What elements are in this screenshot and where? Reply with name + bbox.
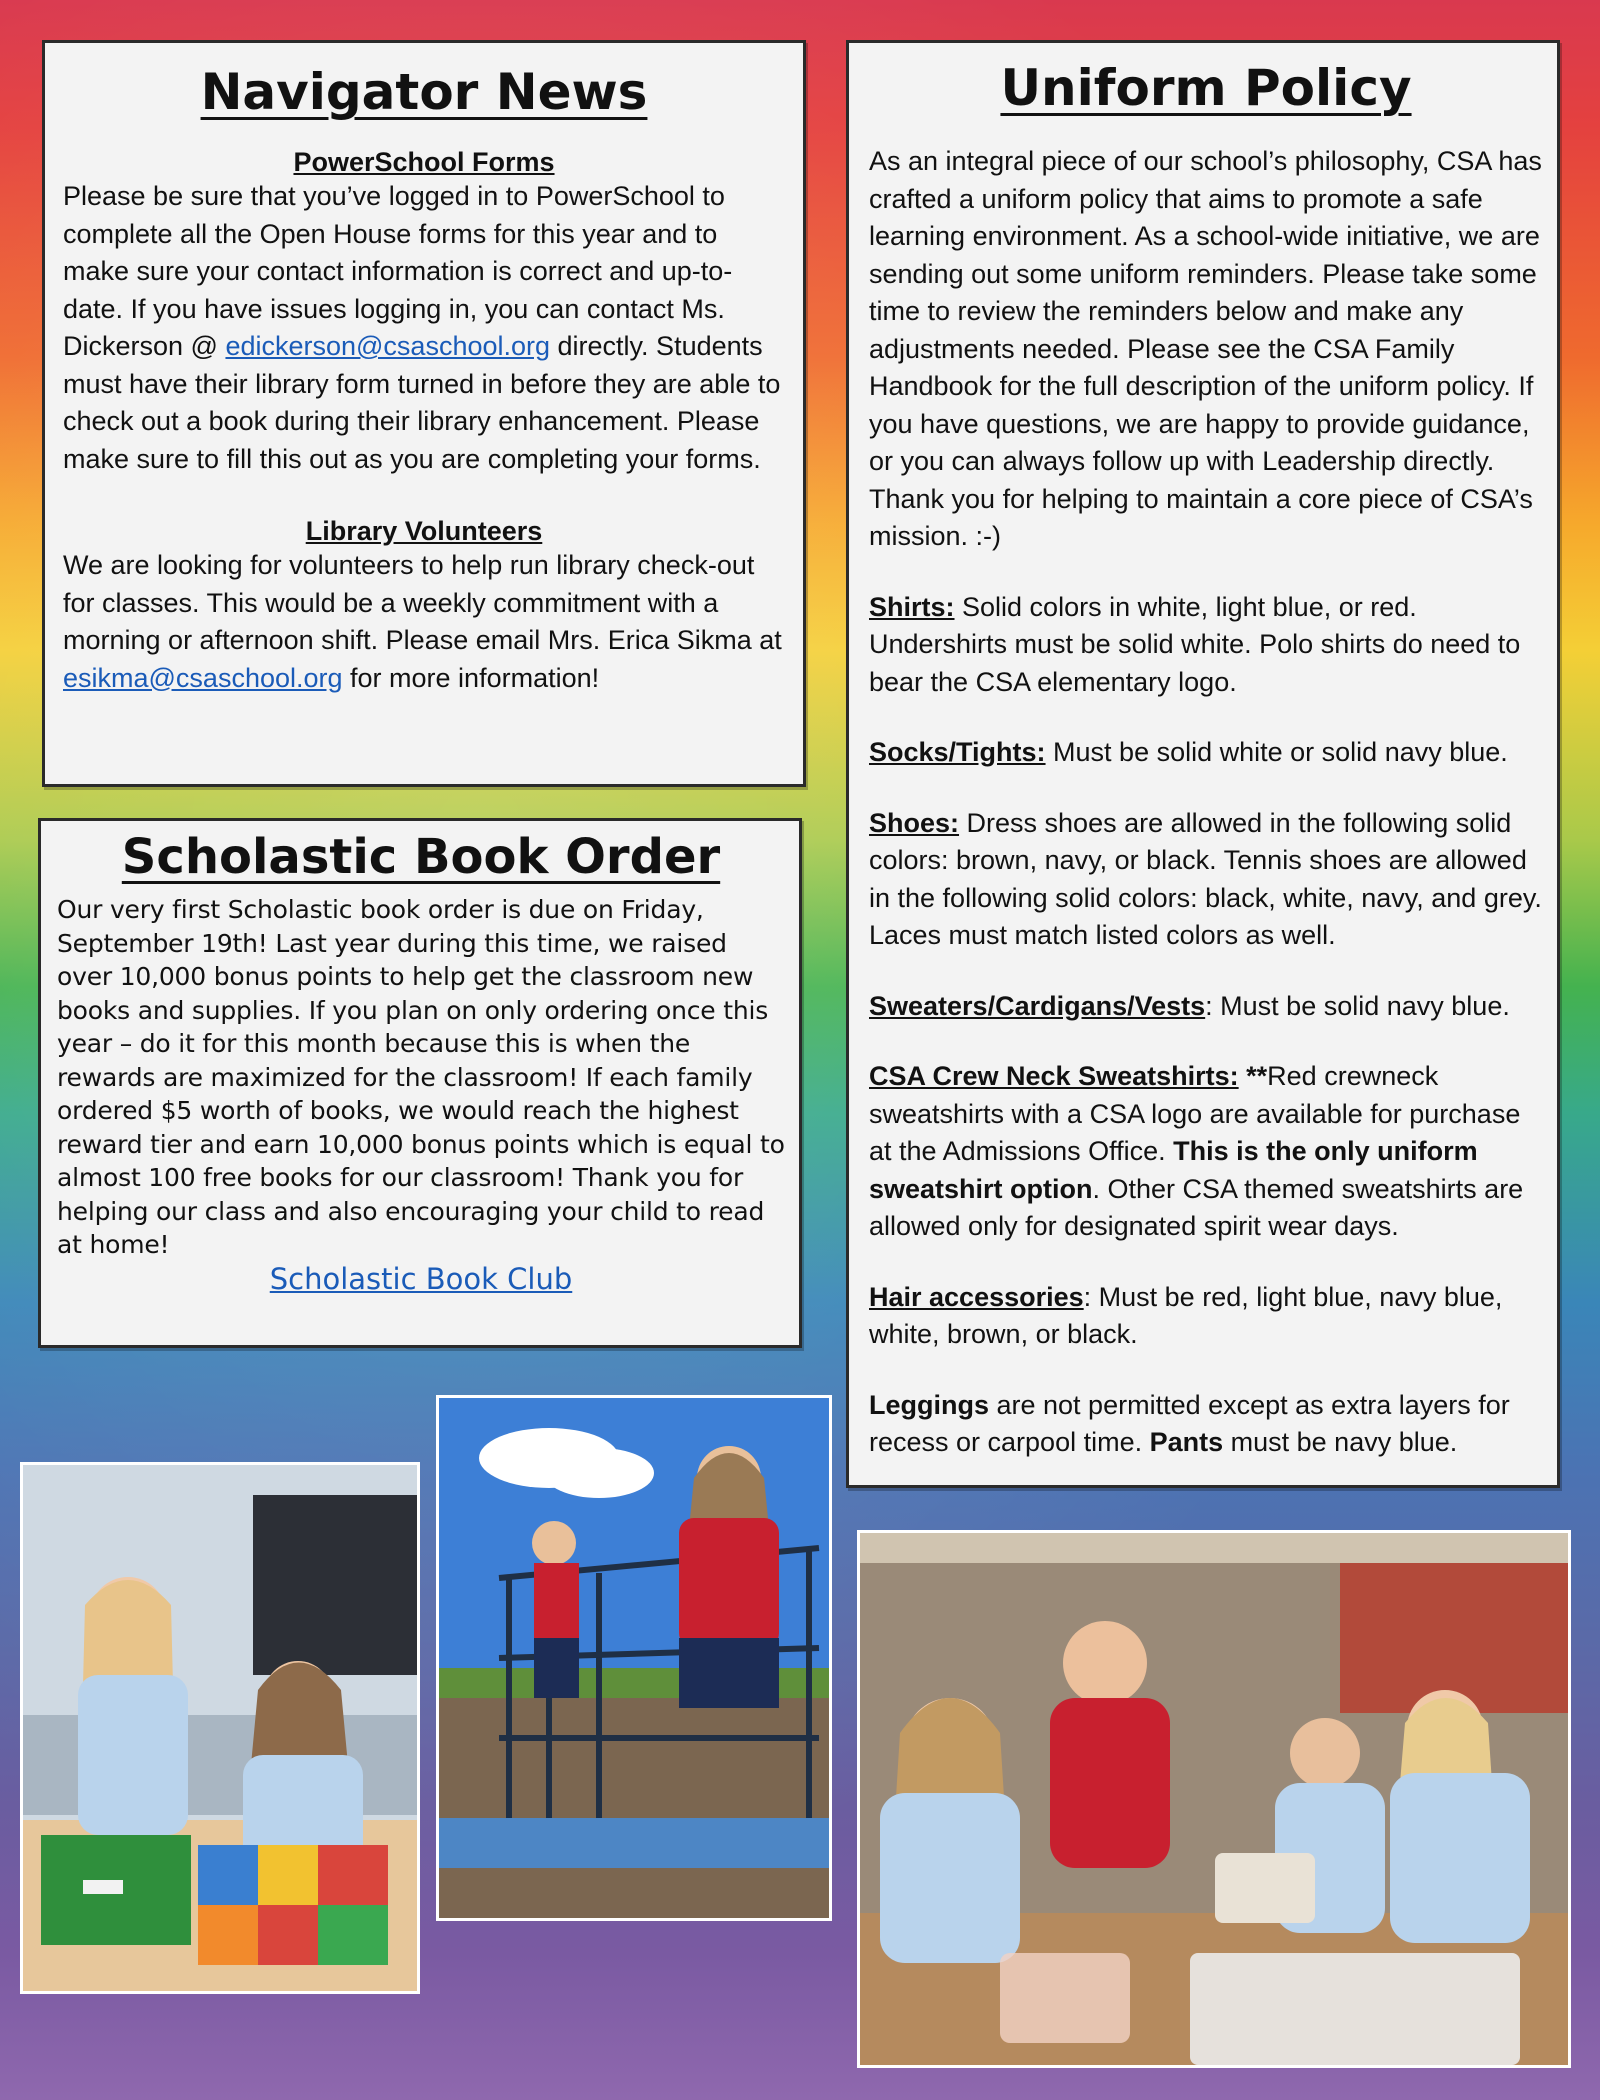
socks-label: Socks/Tights: xyxy=(869,737,1046,767)
crew-stars: ** xyxy=(1238,1061,1268,1091)
crew-bold: This is the only uniform sweatshirt option xyxy=(869,1136,1478,1204)
playground-image xyxy=(439,1398,829,1918)
sweaters-label: Sweaters/Cardigans/Vests xyxy=(869,990,1206,1021)
powerschool-forms-text xyxy=(63,178,785,478)
photo-bead-activity xyxy=(857,1530,1571,2068)
sweaters-rule xyxy=(869,988,1543,1026)
leggings-label: Leggings xyxy=(869,1389,989,1420)
shirts-label: Shirts: xyxy=(869,591,955,622)
crew-text-part2: . Other CSA themed sweatshirts are allowed only for designated spirit wear days. xyxy=(869,1173,1524,1241)
crew-neck-rule xyxy=(869,1058,1543,1246)
scholastic-text: Our very first Scholastic book order is due on Friday, September 19th! Last year during this time, we raised over 10,000 bonus points to help get the classroom new books and supplies. If you plan on only ordering once this year – do it for this month because this is when the rewards are maximized for the classroom! If each family ordered $5 worth of books, we would reach the highest reward tier and earn 10,000 bonus points which is equal to almost 100 free books for our classroom! Thank you for helping our class and also encouraging your child to read at home! xyxy=(57,895,785,1259)
photo-classroom-building xyxy=(20,1462,420,1994)
library-text-part2: for more information! xyxy=(342,662,600,693)
uniform-policy-panel xyxy=(846,40,1560,1488)
bead-activity-image xyxy=(860,1533,1568,2065)
dickerson-email-link[interactable]: edickerson@csaschool.org xyxy=(225,331,551,361)
scholastic-title: Scholastic Book Order xyxy=(121,829,721,885)
powerschool-forms-heading: PowerSchool Forms xyxy=(293,147,555,177)
leggings-text: are not permitted except as extra layers for recess or carpool time. xyxy=(869,1389,1510,1457)
forms-text-part2: directly. Students must have their library form turned in before they are able to check out a book during their library enhancement. Please make sure to fill this out as you are completing your forms. xyxy=(63,331,781,474)
library-volunteers-heading: Library Volunteers xyxy=(305,516,543,546)
crew-label: CSA Crew Neck Sweatshirts: xyxy=(869,1061,1239,1091)
pants-text: must be navy blue. xyxy=(1223,1427,1458,1457)
scholastic-panel xyxy=(38,818,802,1348)
shoes-text: Dress shoes are allowed in the following solid colors: brown, navy, or black. Tennis shoes are allowed in the following solid colors: black, white, navy, and grey. Laces must match listed colors as well. xyxy=(869,807,1542,950)
forms-text-part1: Please be sure that you’ve logged in to PowerSchool to complete all the Open House forms for this year and to make sure your contact information is correct and up-to-date. If you have issues logging in, you can contact Ms. Dickerson @ xyxy=(63,181,733,361)
leggings-rule xyxy=(869,1387,1543,1462)
shirts-rule xyxy=(869,589,1543,702)
uniform-policy-title: Uniform Policy xyxy=(1000,59,1412,117)
hair-rule xyxy=(869,1279,1543,1354)
library-text-part1: We are looking for volunteers to help run library check-out for classes. This would be a weekly commitment with a morning or afternoon shift. Please email Mrs. Erica Sikma at xyxy=(63,550,782,655)
navigator-news-panel xyxy=(42,40,806,787)
uniform-intro: As an integral piece of our school’s philosophy, CSA has crafted a uniform policy that aims to promote a safe learning environment. As a school-wide initiative, we are sending out some uniform reminders. Please take some time to review the reminders below and make any adjustments needed. Please see the CSA Family Handbook for the full description of the uniform policy. If you have questions, we are happy to provide guidance, or you can always follow up with Leadership directly. Thank you for helping to maintain a core piece of CSA’s mission. :-) xyxy=(869,146,1542,551)
socks-text: Must be solid white or solid navy blue. xyxy=(1045,737,1508,767)
classroom-building-image xyxy=(23,1465,417,1991)
socks-rule xyxy=(869,734,1543,772)
sweaters-text: : Must be solid navy blue. xyxy=(1205,990,1510,1021)
hair-label: Hair accessories xyxy=(869,1281,1084,1312)
shoes-rule xyxy=(869,805,1543,955)
pants-label: Pants xyxy=(1149,1427,1224,1457)
navigator-news-title: Navigator News xyxy=(200,63,648,121)
hair-text: : Must be red, light blue, navy blue, white, brown, or black. xyxy=(869,1281,1503,1349)
scholastic-book-club-link[interactable]: Scholastic Book Club xyxy=(269,1261,573,1296)
shirts-text: Solid colors in white, light blue, or red. Undershirts must be solid white. Polo shirts do need to bear the CSA elementary logo. xyxy=(869,591,1521,697)
sikma-email-link[interactable]: esikma@csaschool.org xyxy=(63,662,343,693)
library-volunteers-text xyxy=(63,547,785,697)
photo-playground xyxy=(436,1395,832,1921)
shoes-label: Shoes: xyxy=(869,807,960,838)
crew-text-part1: Red crewneck sweatshirts with a CSA logo are available for purchase at the Admissions Office. xyxy=(869,1061,1521,1166)
scholastic-link-wrap xyxy=(57,1262,785,1296)
